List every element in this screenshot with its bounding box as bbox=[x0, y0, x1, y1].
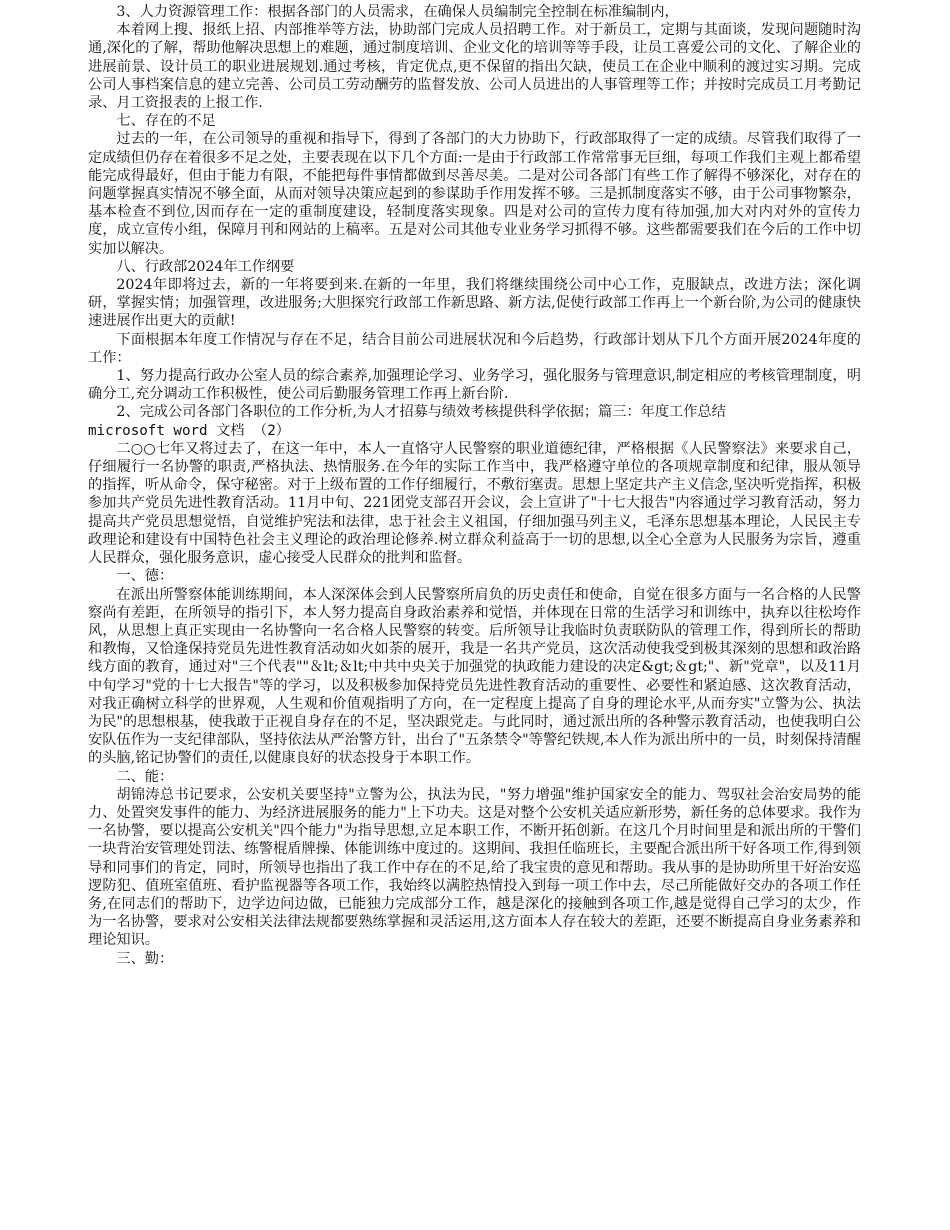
paragraph-summary-intro: 二○○七年又将过去了，在这一年中，本人一直恪守人民警察的职业道德纪律，严格根据《人民警察法》来要求自己，仔细履行一名协警的职责,严格执法、热情服务.在今年的实际工作当中，我严格遵守单位的各项规章制度和纪律，服从领导的指挥，听从命令，保守秘密。对于上级布置的工作仔细履行，不敷衍塞责。思想上坚定共产主义信念,坚决听党指挥，积极参加共产党员先进性教育活动。11月中旬、221团党支部召开会议，会上宣讲了"十七大报告"内容通过学习教育活动，努力提高共产党员思想觉悟，自觉维护宪法和法律，忠于社会主义祖国，仔细加强马列主义，毛泽东思想基本理论，人民民主专政理论和建设有中国特色社会主义理论的政治理论修养.树立群众利益高于一切的思想,以全心全意为人民服务为宗旨，遵重人民群众，强化服务意识，虚心接受人民群众的批判和监督。 bbox=[88, 440, 861, 567]
heading-diligence: 三、勤： bbox=[116, 950, 174, 967]
document-title-line: microsoft word 文档 （2） bbox=[88, 422, 290, 439]
heading-shortcomings: 七、存在的不足 bbox=[116, 113, 216, 130]
paragraph-plan-item-1: 1、努力提高行政办公室人员的综合素养,加强理论学习、业务学习，强化服务与管理意识,制定相应的考核管理制度，明确分工,充分调动工作积极性，使公司后勤服务管理工作再上新台阶． bbox=[88, 368, 861, 403]
paragraph-recruitment: 本着网上搜、报纸上招、内部推举等方法，协助部门完成人员招聘工作。对于新员工，定期与其面谈，发现问题随时沟通,深化的了解，帮助他解决思想上的难题，通过制度培训、企业文化的培训等等手段，让员工喜爱公司的文化、了解企业的进展前景、设计员工的职业进展规划.通过考核，肯定优点,更不保留的指出欠缺，使员工在企业中顺利的渡过实习期。完成公司人事档案信息的建立完善、公司员工劳动酬劳的监督发放、公司人员进出的人事管理等工作；并按时完成员工月考勤记录、月工资报表的上报工作． bbox=[88, 22, 861, 112]
paragraph-virtue: 在派出所警察体能训练期间，本人深深体会到人民警察所肩负的历史责任和使命，自觉在很多方面与一名合格的人民警察尚有差距，在所领导的指引下，本人努力提高自身政治素养和觉悟，并体现在日常的生活学习和训练中，执弃以往松垮作风，从思想上真正实现由一名协警向一名合格人民警察的转变。后所领导让我临时负责联防队的管理工作，得到所长的帮助和教悔，又恰逢保持党员先进性教育活动如火如荼的展开，我是一名共产党员，这次活动使我受到极其深刻的思想和政治路线方面的教育，通过对"三个代表""＆lt;＆lt;中共中央关于加强党的执政能力建设的决定&gt;＆gt;"、新"党章"，以及11月中旬学习"党的十七大报告"等的学习，以及积极参加保持党员先进性教育活动的重要性、必要性和紧迫感、这次教育活动，对我正确树立科学的世界观，人生观和价值观指明了方向，在一定程度上提高了自身的理论水平,从而夯实"立警为公、执法为民"的思想根基，使我敢于正视自身存在的不足，坚决跟党走。与此同时，通过派出所的各种警示教育活动，也使我明白公安队伍作为一支纪律部队，坚持依法从严治警方针，出台了"五条禁令"等警纪铁规,本人作为派出所中的一员，时刻保持清醒的头脑,铭记协警们的责任,以健康良好的状态投身于本职工作。 bbox=[88, 586, 861, 767]
heading-ability: 二、能： bbox=[116, 768, 174, 785]
paragraph-new-year: 2024年即将过去，新的一年将要到来.在新的一年里，我们将继续围绕公司中心工作，克服缺点，改进方法；深化调研，掌握实情；加强管理，改进服务;大胆探究行政部工作新思路、新方法,促使行政部工作再上一个新台阶,为公司的健康快速进展作出更大的贡献! bbox=[88, 277, 861, 330]
paragraph-ability: 胡锦涛总书记要求，公安机关要坚持"立警为公，执法为民，"努力增强"维护国家安全的能力、驾驭社会治安局势的能力、处置突发事件的能力、为经济进展服务的能力"上下功夫。这是对整个公安机关适应新形势，新任务的总体要求。我作为一名协警，要以提高公安机关"四个能力"为指导思想,立足本职工作，不断开拓创新。在这几个月时间里是和派出所的干警们一块背治安管理处罚法、练警棍盾牌操、体能训练中度过的。这期间、我担任临班长，主要配合派出所干好各项工作,得到领导和同事们的肯定，同时，所领导也指出了我工作中存在的不足,给了我宝贵的意见和帮助。我从事的是协助所里干好治安巡逻防犯、值班室值班、看护监视器等各项工作，我始终以满腔热情投入到每一项工作中去，尽己所能做好交办的各项工作任务,在同志们的帮助下，边学边问边做，已能独力完成部分工作，越是深化的接触到各项工作,越是觉得自己学习的太少，作为一名协警，要求对公安相关法律法规都要熟练掌握和灵活运用,这方面本人存在较大的差距，还要不断提高自身业务素养和理论知识。 bbox=[88, 786, 861, 949]
paragraph-plan-item-2: 2、完成公司各部门各职位的工作分析,为人才招募与绩效考核提供科学依据；篇三：年度工作总结 bbox=[116, 404, 726, 421]
heading-work-plan: 八、行政部2024年工作纲要 bbox=[116, 258, 295, 275]
paragraph-plan-intro: 下面根据本年度工作情况与存在不足，结合目前公司进展状况和今后趋势，行政部计划从下几个方面开展2024年度的工作： bbox=[88, 331, 861, 366]
paragraph-shortcomings: 过去的一年，在公司领导的重视和指导下，得到了各部门的大力协助下，行政部取得了一定的成绩。尽管我们取得了一定成绩但仍存在着很多不足之处，主要表现在以下几个方面:一是由于行政部工作常常事无巨细，每项工作我们主观上都希望能完成得最好，但由于能力有限，不能把每件事情都做到尽善尽美。二是对公司各部门有些工作了解得不够深化，对存在的问题掌握真实情况不够全面，从而对领导决策应起到的参谋助手作用发挥不够。三是抓制度落实不够，由于公司事物繁杂，基本检查不到位,因而存在一定的重制度建设，轻制度落实现象。四是对公司的宣传力度有待加强,加大对内对外的宣传力度，成立宣传小组，保障月刊和网站的上稿率。五是对公司其他专业业务学习抓得不够。这些都需要我们在今后的工作中切实加以解决。 bbox=[88, 131, 861, 257]
heading-virtue: 一、德： bbox=[116, 568, 174, 585]
paragraph-hr-management: 3、人力资源管理工作：根据各部门的人员需求，在确保人员编制完全控制在标准编制内， bbox=[116, 4, 679, 20]
document-body bbox=[88, 3, 861, 968]
